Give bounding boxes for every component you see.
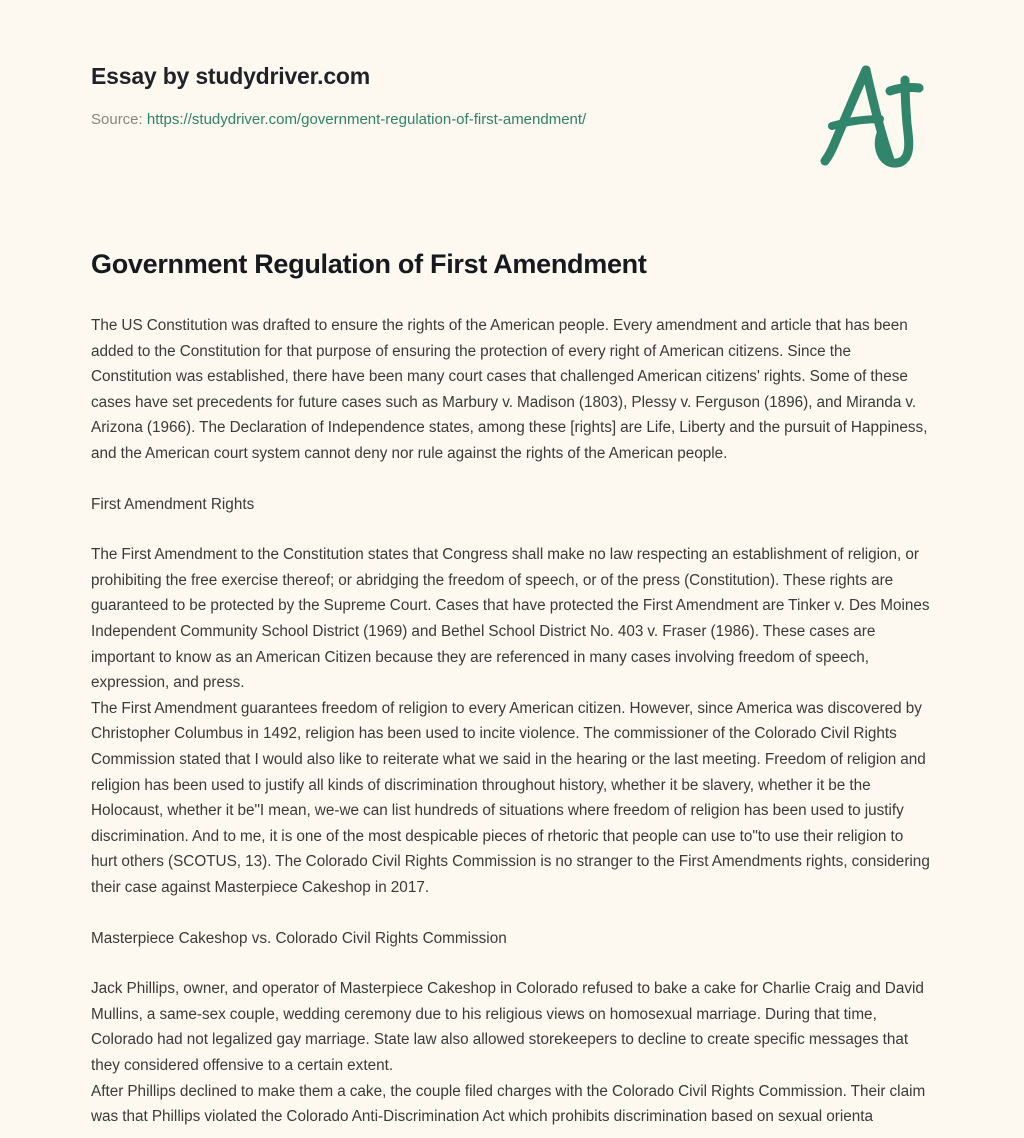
section-subheading: Masterpiece Cakeshop vs. Colorado Civil Rights Commission <box>91 929 507 947</box>
source-label: Source: <box>91 110 143 128</box>
body-paragraph: The US Constitution was drafted to ensure the rights of the American people. Every amendment and article that has been added to the Constitution for that purpose of ensuring the protection of every right of American citizens. Since the Constitution was established, there have been many court cases that challenged American citizens' rights. Some of these cases have set precedents for future cases such as Marbury v. Madison (1803), Plessy v. Ferguson (1896), and Miranda v. Arizona (1966). The Declaration of Independence states, among these [rights] are Life, Liberty and the pursuit of Happiness, and the American court system cannot deny nor rule against the rights of the American people. <box>91 317 928 463</box>
section-subheading: First Amendment Rights <box>91 495 255 513</box>
page-title: Government Regulation of First Amendment <box>91 249 647 279</box>
source-url-link[interactable]: https://studydriver.com/government-regulation-of-first-amendment/ <box>146 110 587 128</box>
document-body <box>91 247 931 1130</box>
header-text-block <box>91 62 791 129</box>
content-blocks <box>91 313 931 1130</box>
page-header <box>0 0 1024 200</box>
essay-byline: Essay by studydriver.com <box>91 63 371 89</box>
studydriver-a-plus-logo[interactable] <box>806 62 941 172</box>
source-line <box>91 110 791 130</box>
body-paragraph: The First Amendment to the Constitution states that Congress shall make no law respecting an establishment of religion, or prohibiting the free exercise thereof; or abridging the freedom of speech, or of the press (Constitution). These rights are guaranteed to be protected by the Supreme Court. Cases that have protected the First Amendment are Tinker v. Des Moines Independent Community School District (1969) and Bethel School District No. 403 v. Fraser (1986). These cases are important to know as an American Citizen because they are referenced in many cases involving freedom of speech, expression, and press. The First Amendment guarantees freedom of religion to every American citizen. However, since America was discovered by Christopher Columbus in 1492, religion has been used to incite violence. The commissioner of the Colorado Civil Rights Commission stated that I would also like to reiterate what we said in the hearing or the last meeting. Freedom of religion and religion has been used to justify all kinds of discrimination throughout history, whether it be slavery, whether it be the Holocaust, whether it be"I mean, we-we can list hundreds of situations where freedom of religion has been used to justify discrimination. And to me, it is one of the most despicable pieces of rhetoric that people can use to"to use their religion to hurt others (SCOTUS, 13). The Colorado Civil Rights Commission is no stranger to the First Amendments rights, considering their case against Masterpiece Cakeshop in 2017. <box>91 546 930 896</box>
body-paragraph: Jack Phillips, owner, and operator of Masterpiece Cakeshop in Colorado refused to bake a cake for Charlie Craig and David Mullins, a same-sex couple, wedding ceremony due to his religious views on homosexual marriage. During that time, Colorado had not legalized gay marriage. State law also allowed storekeepers to decline to create specific messages that they considered offensive to a certain extent. After Phillips declined to make them a cake, the couple filed charges with the Colorado Civil Rights Commission. Their claim was that Phillips violated the Colorado Anti-Discrimination Act which prohibits discrimination based on sexual orienta <box>91 980 926 1126</box>
